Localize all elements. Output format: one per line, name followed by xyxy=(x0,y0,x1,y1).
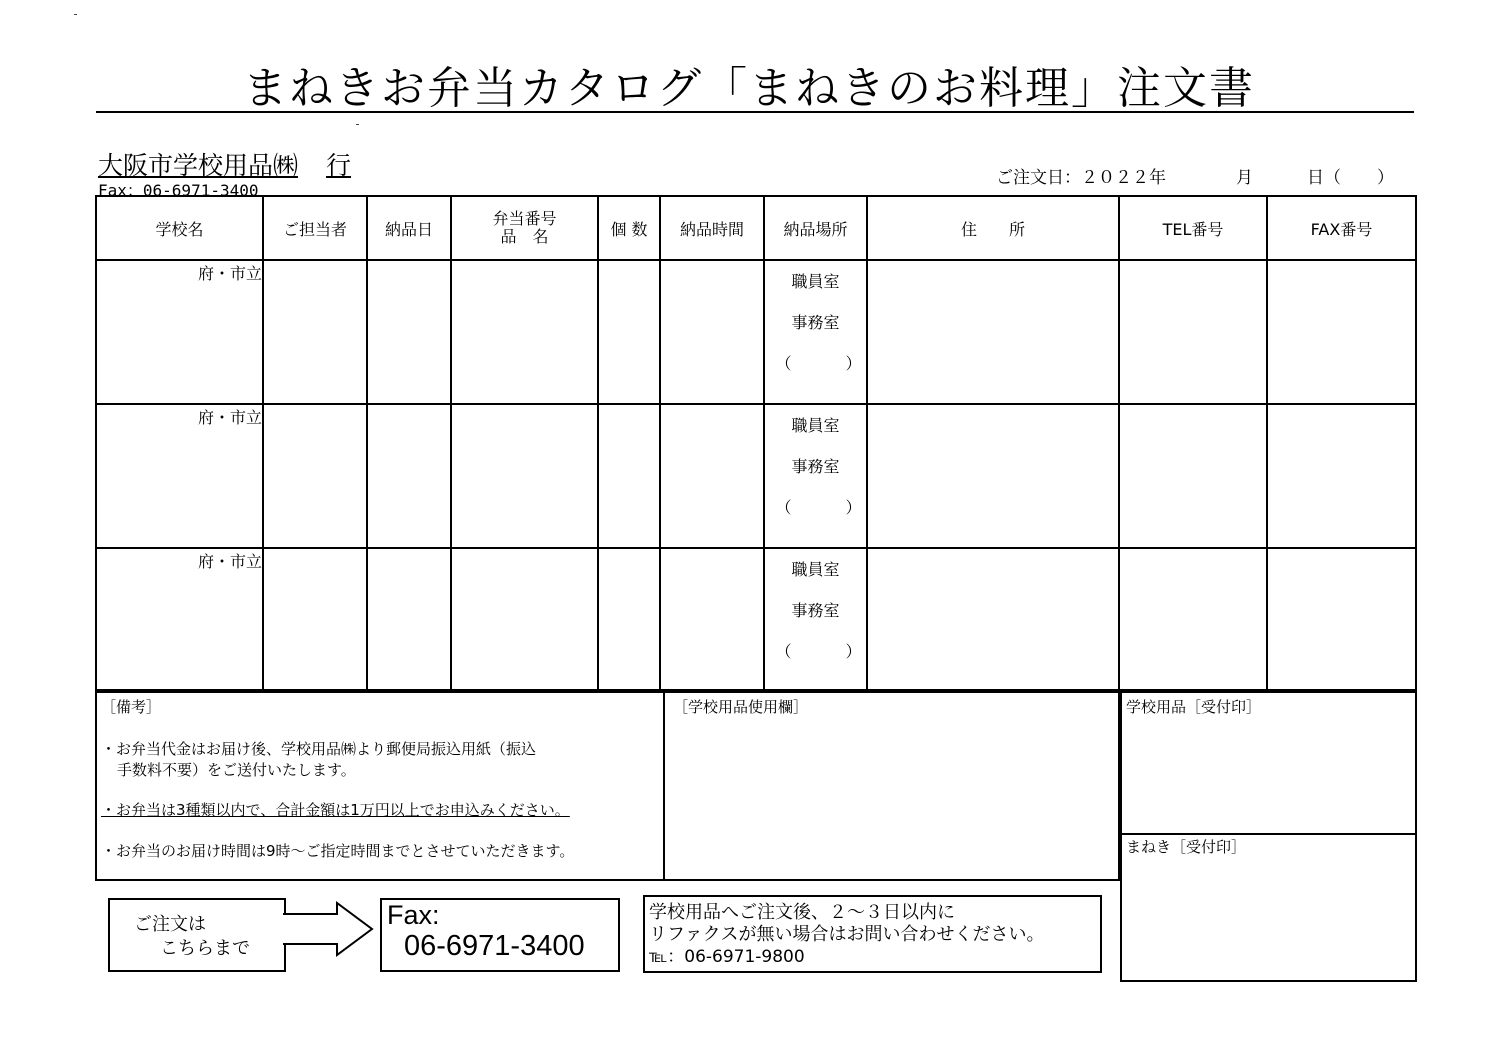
header-contact: ご担当者 xyxy=(263,196,367,260)
delivery-time-cell[interactable] xyxy=(660,548,764,692)
fax-cell[interactable] xyxy=(1267,260,1416,404)
maneki-stamp-box[interactable] xyxy=(1120,831,1417,982)
addressee-company: 大阪市学校用品㈱ xyxy=(98,151,299,180)
delivery-place-cell[interactable] xyxy=(764,548,867,692)
delivery-place-cell[interactable] xyxy=(764,404,867,548)
info-line2: リファクスが無い場合はお問い合わせください。 xyxy=(649,924,1045,945)
place-other xyxy=(765,487,866,528)
place-staff-room: 職員室 xyxy=(791,416,840,435)
address-cell[interactable] xyxy=(867,404,1119,548)
note-minimum: ・お弁当は3種類以内で、合計金額は1万円以上でお申込みください。 xyxy=(101,801,570,819)
note-payment: ・お弁当代金はお届け後、学校用品㈱より郵便局振込用紙（振込 xyxy=(101,740,537,758)
tel-cell[interactable] xyxy=(1119,404,1267,548)
header-delivery-place: 納品場所 xyxy=(764,196,867,260)
notes-heading: ［備考］ xyxy=(101,698,162,716)
school-cell[interactable]: 府・市立 xyxy=(96,404,263,548)
place-open-paren: （ xyxy=(775,354,792,373)
address-cell[interactable] xyxy=(867,260,1119,404)
addressee-fax: Fax：06-6971-3400 xyxy=(98,181,259,200)
tel-cell[interactable] xyxy=(1119,548,1267,692)
addressee xyxy=(98,146,351,182)
tel-cell[interactable] xyxy=(1119,260,1267,404)
header-delivery-date: 納品日 xyxy=(367,196,451,260)
place-open-paren: （ xyxy=(775,642,792,661)
order-date-day: 日（ xyxy=(1307,168,1341,188)
fax-cell[interactable] xyxy=(1267,548,1416,692)
maneki-stamp-heading: まねき［受付印］ xyxy=(1126,838,1247,856)
order-here-line2: こちらまで xyxy=(160,938,250,959)
header-fax: FAX番号 xyxy=(1267,196,1416,260)
table-row xyxy=(96,548,1416,692)
delivery-date-cell[interactable] xyxy=(367,404,451,548)
header-address: 住 所 xyxy=(867,196,1119,260)
header-bento xyxy=(451,196,598,260)
bento-cell[interactable] xyxy=(451,260,598,404)
title-underline xyxy=(96,111,1414,113)
bento-cell[interactable] xyxy=(451,404,598,548)
header-tel: TEL番号 xyxy=(1119,196,1267,260)
info-box xyxy=(643,895,1102,973)
page-title: まねきお弁当カタログ「まねきのお料理」注文書 xyxy=(243,63,1255,114)
order-date-label: ご注文日：２０２２年 xyxy=(996,168,1166,188)
place-close-paren: ） xyxy=(845,498,862,517)
info-line1: 学校用品へご注文後、２～３日以内に xyxy=(649,902,955,923)
school-stamp-box[interactable] xyxy=(1120,689,1417,835)
table-row xyxy=(96,260,1416,404)
header-quantity: 個 数 xyxy=(598,196,660,260)
contact-cell[interactable] xyxy=(263,404,367,548)
note-delivery-time: ・お弁当のお届け時間は9時～ご指定時間までとさせていただきます。 xyxy=(101,842,575,860)
place-close-paren: ） xyxy=(845,354,862,373)
header-item-name: 品 名 xyxy=(500,227,549,246)
notes-box xyxy=(95,689,665,881)
order-date-weekday-close: ） xyxy=(1377,168,1394,188)
place-office: 事務室 xyxy=(791,457,840,476)
order-date xyxy=(996,163,1394,188)
order-date-month: 月 xyxy=(1236,168,1253,188)
delivery-date-cell[interactable] xyxy=(367,260,451,404)
delivery-place-cell[interactable] xyxy=(764,260,867,404)
place-staff-room: 職員室 xyxy=(791,560,840,579)
school-use-heading: ［学校用品使用欄］ xyxy=(673,698,809,716)
scan-speck xyxy=(356,124,359,125)
place-office: 事務室 xyxy=(791,313,840,332)
fax-box xyxy=(380,898,620,972)
place-close-paren: ） xyxy=(845,642,862,661)
table-row xyxy=(96,404,1416,548)
place-other xyxy=(765,343,866,384)
place-staff-room: 職員室 xyxy=(791,272,840,291)
order-here-box xyxy=(108,898,286,972)
school-stamp-heading: 学校用品［受付印］ xyxy=(1126,698,1262,716)
quantity-cell[interactable] xyxy=(598,548,660,692)
arrow-right-icon xyxy=(282,901,374,957)
quantity-cell[interactable] xyxy=(598,260,660,404)
place-open-paren: （ xyxy=(775,498,792,517)
delivery-time-cell[interactable] xyxy=(660,260,764,404)
contact-cell[interactable] xyxy=(263,548,367,692)
note-payment-cont: 手数料不要）をご送付いたします。 xyxy=(117,761,356,779)
header-bento-number: 弁当番号 xyxy=(492,209,557,228)
bento-cell[interactable] xyxy=(451,548,598,692)
school-cell[interactable]: 府・市立 xyxy=(96,260,263,404)
quantity-cell[interactable] xyxy=(598,404,660,548)
info-tel: ℡：06-6971-9800 xyxy=(649,947,805,967)
place-office: 事務室 xyxy=(791,601,840,620)
fax-cell[interactable] xyxy=(1267,404,1416,548)
order-table xyxy=(95,195,1417,693)
delivery-time-cell[interactable] xyxy=(660,404,764,548)
address-cell[interactable] xyxy=(867,548,1119,692)
table-header-row xyxy=(96,196,1416,260)
header-school: 学校名 xyxy=(96,196,263,260)
school-cell[interactable]: 府・市立 xyxy=(96,548,263,692)
order-here-line1: ご注文は xyxy=(134,914,206,935)
place-other xyxy=(765,631,866,672)
fax-box-label: Fax: xyxy=(387,900,440,930)
addressee-suffix: 行 xyxy=(326,151,352,180)
fax-box-number: 06-6971-3400 xyxy=(404,930,585,962)
contact-cell[interactable] xyxy=(263,260,367,404)
school-use-box[interactable] xyxy=(661,689,1120,881)
header-delivery-time: 納品時間 xyxy=(660,196,764,260)
scan-speck xyxy=(74,14,77,15)
delivery-date-cell[interactable] xyxy=(367,548,451,692)
